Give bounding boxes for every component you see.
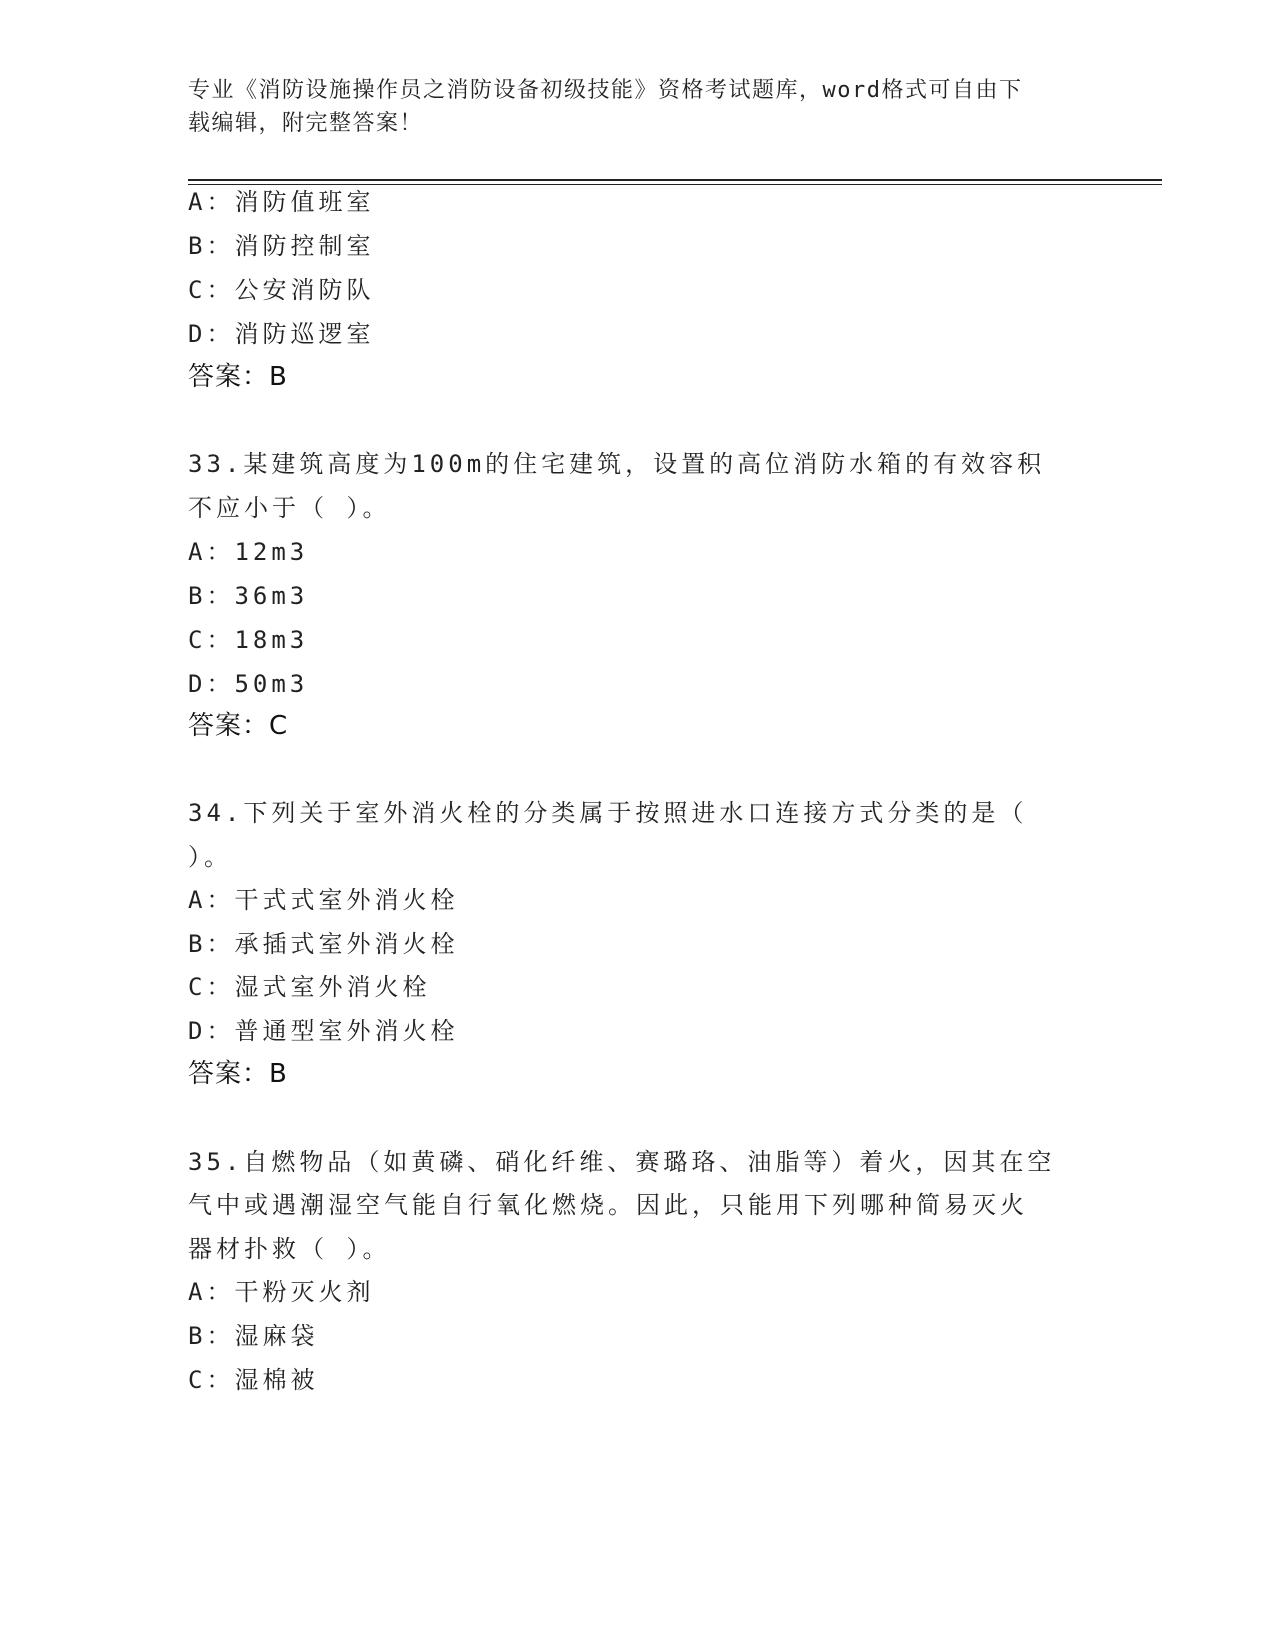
q34-option-d: D：普通型室外消火栓 [188, 1017, 459, 1045]
header-line-1: 专业《消防设施操作员之消防设备初级技能》资格考试题库，word格式可自由下 [188, 78, 1023, 103]
q33-option-a: A：12m3 [188, 538, 309, 566]
q34-stem-line-1: 34.下列关于室外消火栓的分类属于按照进水口连接方式分类的是（ [188, 799, 1028, 827]
header-line-2: 载编辑，附完整答案！ [188, 111, 424, 136]
q35-stem-line-3: 器材扑救（ ）。 [188, 1235, 391, 1263]
q34-answer: 答案：B [188, 1059, 288, 1089]
q35-option-c: C：湿棉被 [188, 1366, 319, 1394]
q35-option-b: B：湿麻袋 [188, 1322, 319, 1350]
q33-option-d: D：50m3 [188, 670, 309, 698]
q32-option-c: C：公安消防队 [188, 276, 375, 304]
q34-option-a: A：干式式室外消火栓 [188, 886, 459, 914]
q35-stem-line-1: 35.自燃物品（如黄磷、硝化纤维、赛璐珞、油脂等）着火，因其在空 [188, 1148, 1056, 1176]
q33-option-b: B：36m3 [188, 582, 309, 610]
q32-option-d: D：消防巡逻室 [188, 320, 375, 348]
q34-option-b: B：承插式室外消火栓 [188, 930, 459, 958]
q33-stem-line-2: 不应小于（ ）。 [188, 494, 391, 522]
q33-answer: 答案：C [188, 711, 289, 741]
q34-option-c: C：湿式室外消火栓 [188, 973, 431, 1001]
q35-option-a: A：干粉灭火剂 [188, 1278, 375, 1306]
q32-option-a: A：消防值班室 [188, 188, 375, 216]
q32-option-b: B：消防控制室 [188, 232, 375, 260]
header-divider-thick [188, 179, 1162, 181]
header-divider-thin [188, 184, 1162, 185]
q35-stem-line-2: 气中或遇潮湿空气能自行氧化燃烧。因此，只能用下列哪种简易灭火 [188, 1191, 1028, 1219]
q32-answer: 答案：B [188, 362, 288, 392]
q33-option-c: C：18m3 [188, 626, 309, 654]
q33-stem-line-1: 33.某建筑高度为100m的住宅建筑，设置的高位消防水箱的有效容积 [188, 450, 1046, 478]
document-header [188, 74, 1088, 140]
q34-stem-line-2: ）。 [188, 843, 232, 871]
